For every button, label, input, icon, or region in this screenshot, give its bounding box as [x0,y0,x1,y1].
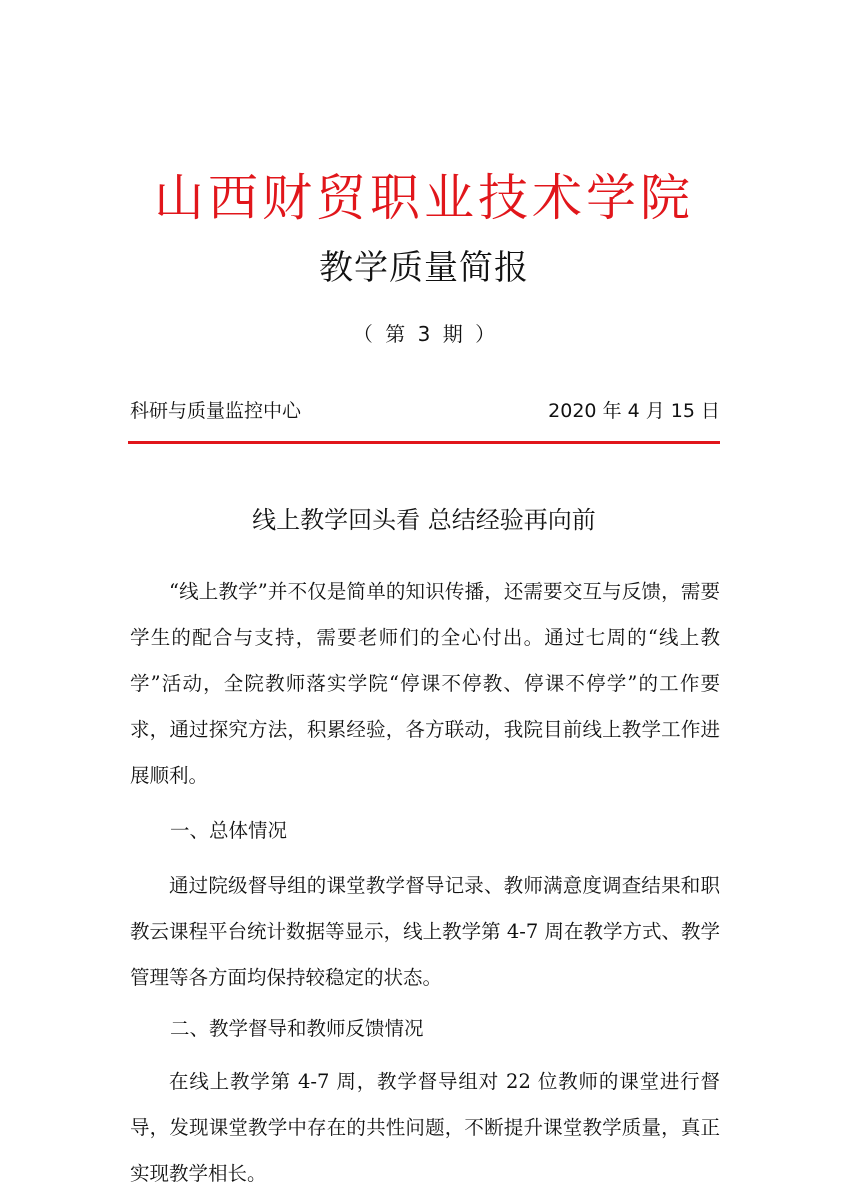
section-1-block [130,863,720,1001]
intro-block [130,569,720,799]
meta-row [130,396,720,426]
publish-date: 2020 年 4 月 15 日 [548,400,720,422]
bulletin-title: 教学质量简报 [319,248,529,288]
intro-paragraph: “线上教学”并不仅是简单的知识传播，还需要交互与反馈，需要学生的配合与支持，需要老师们的全心付出。通过七周的“线上教学”活动，全院教师落实学院“停课不停教、停课不停学”的工作要求，通过探究方法，积累经验，各方联动，我院目前线上教学工作进展顺利。 [130,580,720,787]
article-title: 线上教学回头看 总结经验再向前 [252,506,596,534]
school-name: 山西财贸职业技术学院 [154,169,694,227]
section-2-heading: 二、教学督导和教师反馈情况 [170,1017,424,1040]
section-2-paragraph: 在线上教学第 4-7 周，教学督导组对 22 位教师的课堂进行督导，发现课堂教学中存在的共性问题，不断提升课堂教学质量，真正实现教学相长。 [130,1070,720,1185]
section-1-heading: 一、总体情况 [170,819,288,842]
red-divider [128,441,720,444]
issue-number: （ 第 3 期 ） [352,322,496,346]
department-name: 科研与质量监控中心 [130,400,302,422]
section-1-paragraph: 通过院级督导组的课堂教学督导记录、教师满意度调查结果和职教云课程平台统计数据等显示，线上教学第 4-7 周在教学方式、教学管理等各方面均保持较稳定的状态。 [130,874,720,989]
section-2-block [130,1059,720,1197]
